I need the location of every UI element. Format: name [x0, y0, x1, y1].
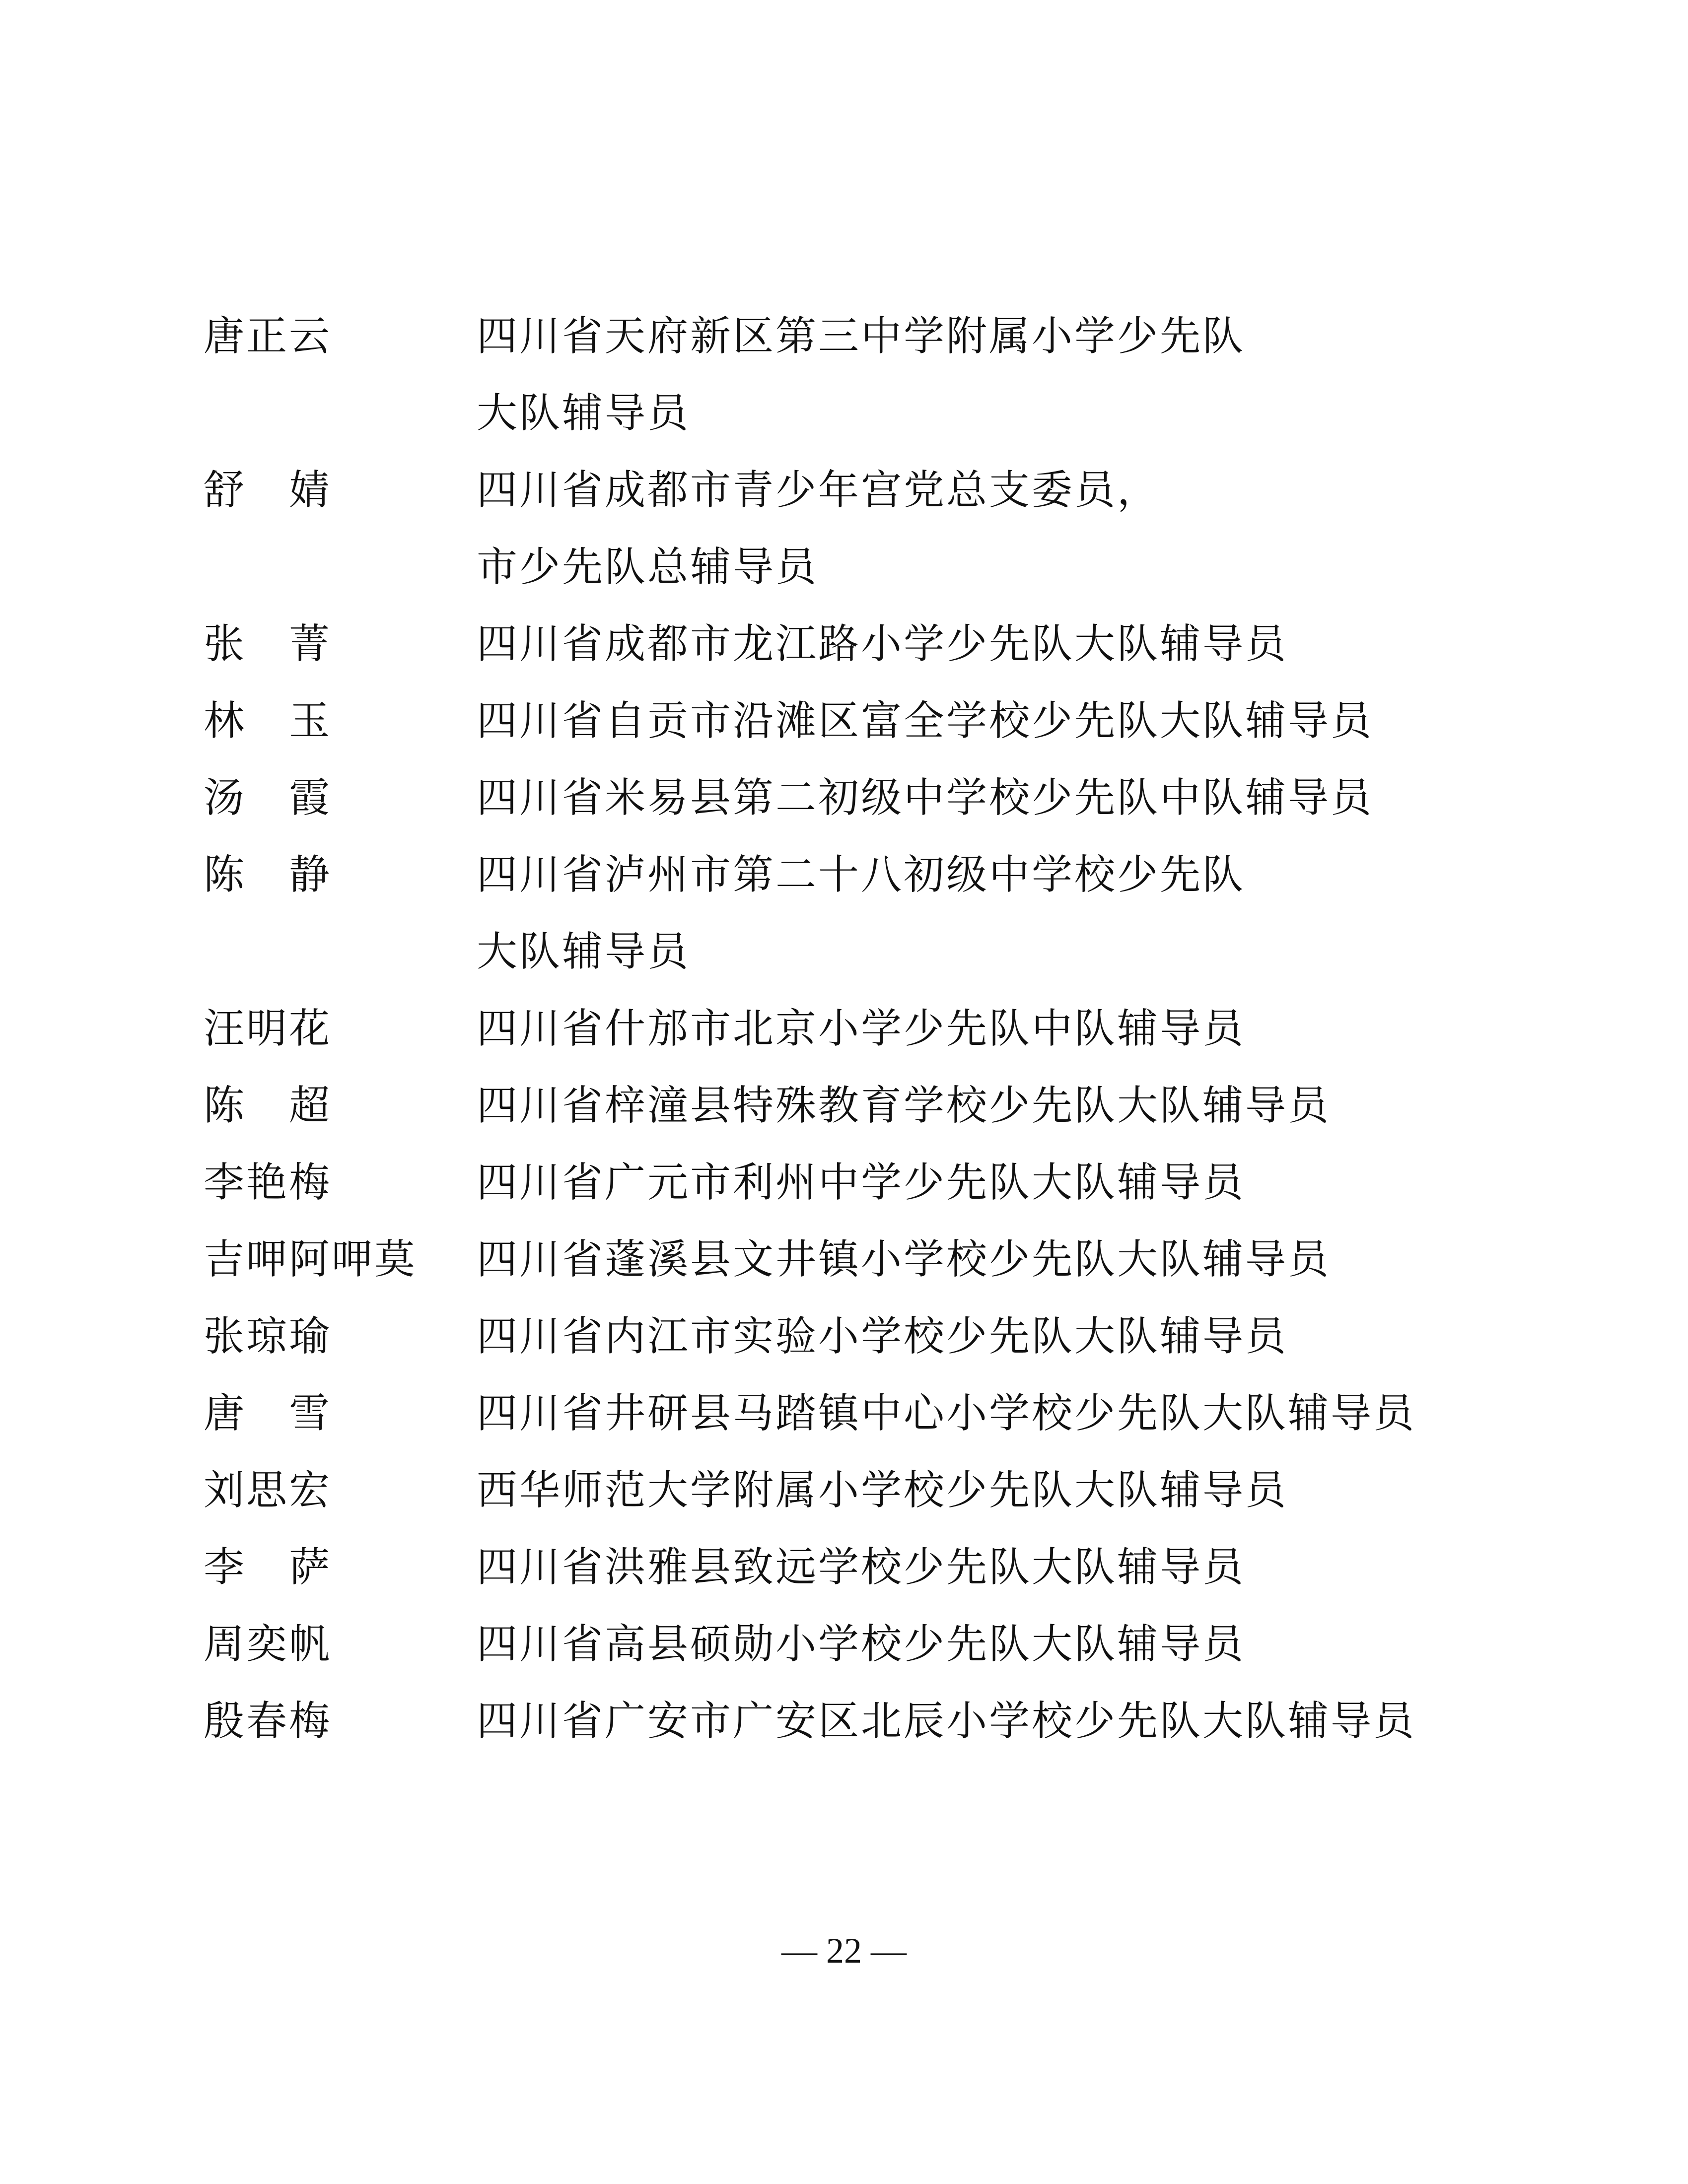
person-title: [477, 1452, 1494, 1529]
person-name: 张琼瑜: [204, 1313, 332, 1360]
list-item: [204, 1606, 1494, 1683]
list-item: [204, 1683, 1494, 1760]
person-name: 舒 婧: [204, 467, 332, 514]
person-name: 汤 霞: [204, 774, 332, 821]
person-name: 刘思宏: [204, 1467, 332, 1514]
person-title: [477, 1067, 1494, 1144]
title-line: 四川省梓潼县特殊教育学校少先队大队辅导员: [477, 1082, 1331, 1129]
person-name: 张 菁: [204, 620, 332, 668]
list-item: [204, 1375, 1494, 1452]
title-line: 四川省蓬溪县文井镇小学校少先队大队辅导员: [477, 1236, 1331, 1283]
person-name: 周奕帆: [204, 1621, 332, 1668]
list-item: [204, 606, 1494, 682]
list-item: [204, 1067, 1494, 1144]
person-title: [477, 990, 1494, 1067]
person-name: 汪明花: [204, 1005, 332, 1052]
person-title: [477, 1529, 1494, 1606]
list-item: [204, 836, 1494, 990]
person-title: [477, 452, 1494, 606]
title-line: 四川省什邡市北京小学少先队中队辅导员: [477, 1005, 1246, 1052]
person-title: [477, 298, 1494, 452]
title-line: 四川省天府新区第三中学附属小学少先队: [477, 313, 1246, 360]
list-item: [204, 1529, 1494, 1606]
title-line: 四川省高县硕勋小学校少先队大队辅导员: [477, 1621, 1246, 1668]
title-line: 四川省洪雅县致远学校少先队大队辅导员: [477, 1544, 1246, 1591]
person-title: [477, 1298, 1494, 1375]
list-item: [204, 759, 1494, 836]
person-title: [477, 836, 1494, 990]
title-line: 四川省井研县马踏镇中心小学校少先队大队辅导员: [477, 1390, 1416, 1437]
list-item: [204, 1221, 1494, 1298]
title-line: 四川省泸州市第二十八初级中学校少先队: [477, 851, 1246, 898]
person-name: 殷春梅: [204, 1698, 332, 1745]
person-title: [477, 1606, 1494, 1683]
title-line: 市少先队总辅导员: [477, 544, 819, 591]
list-item: [204, 1144, 1494, 1221]
list-item: [204, 452, 1494, 606]
title-line: 大队辅导员: [477, 928, 691, 975]
person-title: [477, 1221, 1494, 1298]
list-item: [204, 298, 1494, 452]
person-name: 陈 静: [204, 851, 332, 898]
person-title: [477, 1144, 1494, 1221]
title-line: 四川省成都市青少年宫党总支委员，: [477, 467, 1160, 514]
list-item: [204, 682, 1494, 759]
title-line: 四川省内江市实验小学校少先队大队辅导员: [477, 1313, 1288, 1360]
title-line: 四川省广安市广安区北辰小学校少先队大队辅导员: [477, 1698, 1416, 1745]
person-title: [477, 682, 1494, 759]
list-item: [204, 1452, 1494, 1529]
title-line: 四川省自贡市沿滩区富全学校少先队大队辅导员: [477, 697, 1374, 745]
person-name: 李 萨: [204, 1544, 332, 1591]
person-name: 李艳梅: [204, 1159, 332, 1206]
title-line: 四川省广元市利州中学少先队大队辅导员: [477, 1159, 1246, 1206]
person-title: [477, 1683, 1494, 1760]
person-name: 陈 超: [204, 1082, 332, 1129]
person-name: 林 玉: [204, 697, 332, 745]
title-line: 四川省米易县第二初级中学校少先队中队辅导员: [477, 774, 1374, 821]
list-item: [204, 1298, 1494, 1375]
person-name: 唐 雪: [204, 1390, 332, 1437]
person-title: [477, 759, 1494, 836]
list-item: [204, 990, 1494, 1067]
title-line: 四川省成都市龙江路小学少先队大队辅导员: [477, 620, 1288, 668]
page-number: — 22 —: [781, 1931, 907, 1971]
person-title: [477, 1375, 1494, 1452]
person-name: 吉呷阿呷莫: [204, 1236, 418, 1283]
person-title: [477, 606, 1494, 682]
title-line: 西华师范大学附属小学校少先队大队辅导员: [477, 1467, 1288, 1514]
title-line: 大队辅导员: [477, 390, 691, 437]
honoree-list: [204, 298, 1494, 1760]
person-name: 唐正云: [204, 313, 332, 360]
